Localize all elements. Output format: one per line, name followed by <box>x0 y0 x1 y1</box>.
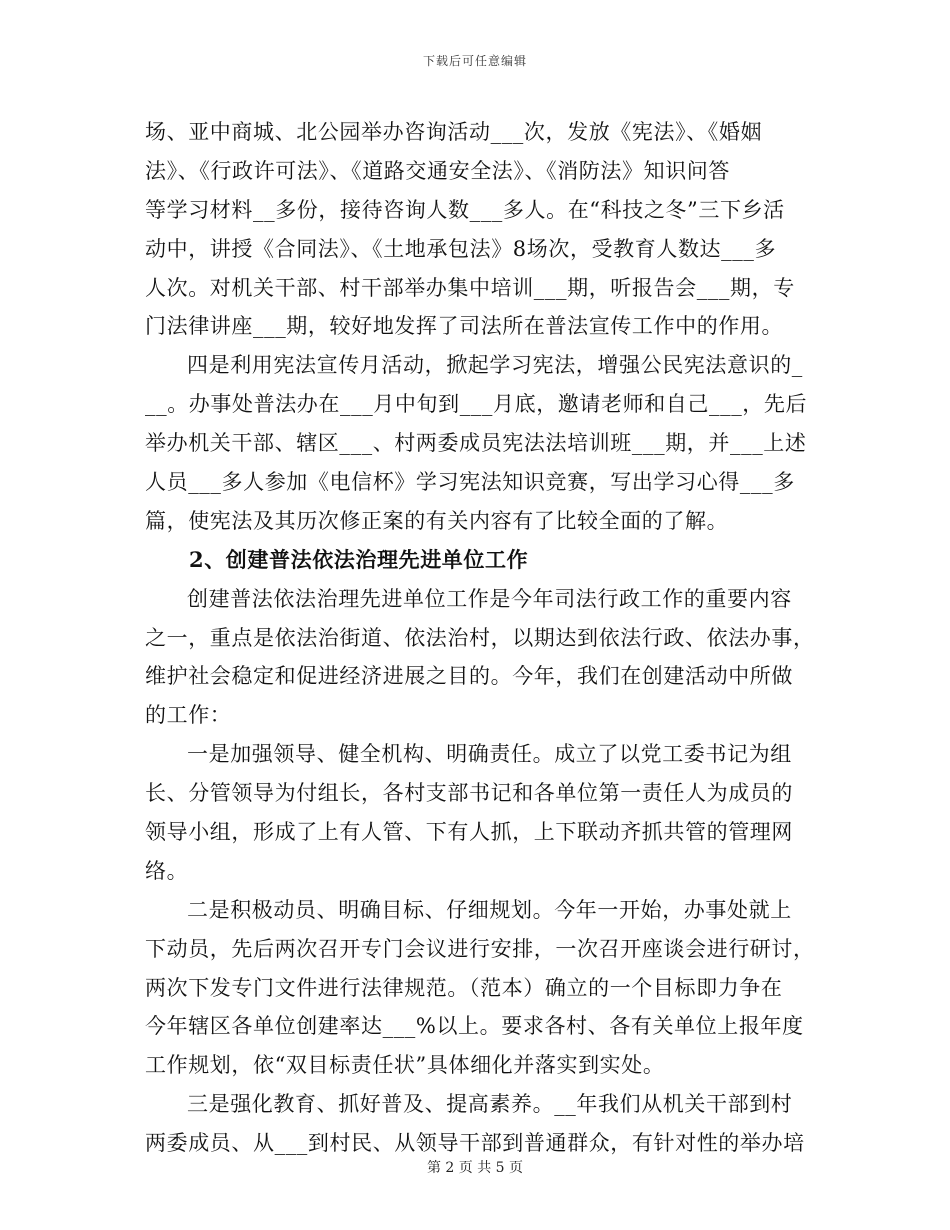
page-header: 下载后可任意编辑 <box>422 54 527 68</box>
body-line: 两委成员、从___到村民、从领导干部到普通群众，有针对性的举办培 <box>145 1131 805 1156</box>
body-line: 长、分管领导为付组长，各村支部书记和各单位第一责任人为成员的 <box>145 781 793 806</box>
body-line: 维护社会稳定和促进经济进展之目的。今年，我们在创建活动中所做 <box>145 664 793 689</box>
body-line: 人次。对机关干部、村干部举办集中培训___期，听报告会___期，专 <box>145 275 795 300</box>
body-line: 两次下发专门文件进行法律规范。（范本）确立的一个目标即力争在 <box>145 975 783 1000</box>
body-line: 人员___多人参加《电信杯》学习宪法知识竞赛，写出学习心得___多 <box>145 470 795 495</box>
paragraph-start-line: 创建普法依法治理先进单位工作是今年司法行政工作的重要内容 <box>187 586 792 611</box>
paragraph-start-line: 四是利用宪法宣传月活动，掀起学习宪法，增强公民宪法意识的_ <box>187 353 803 378</box>
document-body <box>145 113 815 1163</box>
page-footer: 第 2 页 共 5 页 <box>426 1160 524 1176</box>
paragraph-start-line: 二是积极动员、明确目标、仔细规划。今年一开始，办事处就上 <box>187 897 792 922</box>
body-line: 下动员，先后两次召开专门会议进行安排，一次召开座谈会进行研讨， <box>145 936 815 961</box>
section-heading: 2、创建普法依法治理先进单位工作 <box>189 546 529 572</box>
paragraph-start-line: 三是强化教育、抓好普及、提高素养。__年我们从机关干部到村 <box>187 1092 793 1117</box>
body-line: 动中，讲授《合同法》、《土地承包法》8场次，受教育人数达___多 <box>145 236 777 261</box>
body-line: __。办事处普法办在___月中旬到___月底，邀请老师和自己___，先后 <box>145 392 808 417</box>
body-line: 领导小组，形成了上有人管、下有人抓，上下联动齐抓共管的管理网 <box>145 820 793 845</box>
body-line: 的工作： <box>145 703 232 728</box>
body-line: 举办机关干部、辖区___、村两委成员宪法法培训班___期，并___上述 <box>145 431 807 456</box>
body-line: 法》、《行政许可法》、《道路交通安全法》、《消防法》知识问答 <box>145 158 730 183</box>
paragraph-start-line: 一是加强领导、健全机构、明确责任。成立了以党工委书记为组 <box>187 742 792 767</box>
body-line: 今年辖区各单位创建率达___%以上。要求各村、各有关单位上报年度 <box>145 1014 804 1039</box>
body-line: 场、亚中商城、北公园举办咨询活动___次，发放《宪法》、《婚姻 <box>145 120 763 144</box>
body-line: 之一，重点是依法治街道、依法治村，以期达到依法行政、依法办事， <box>145 625 815 650</box>
body-line: 篇，使宪法及其历次修正案的有关内容有了比较全面的了解。 <box>145 508 729 533</box>
body-line: 络。 <box>145 858 189 883</box>
body-line: 工作规划，依“双目标责任状”具体细化并落实到实处。 <box>145 1053 665 1078</box>
body-line: 等学习材料__多份，接待咨询人数___多人。在“科技之冬”三下乡活 <box>145 197 785 222</box>
body-line: 门法律讲座___期，较好地发挥了司法所在普法宣传工作中的作用。 <box>145 314 784 339</box>
